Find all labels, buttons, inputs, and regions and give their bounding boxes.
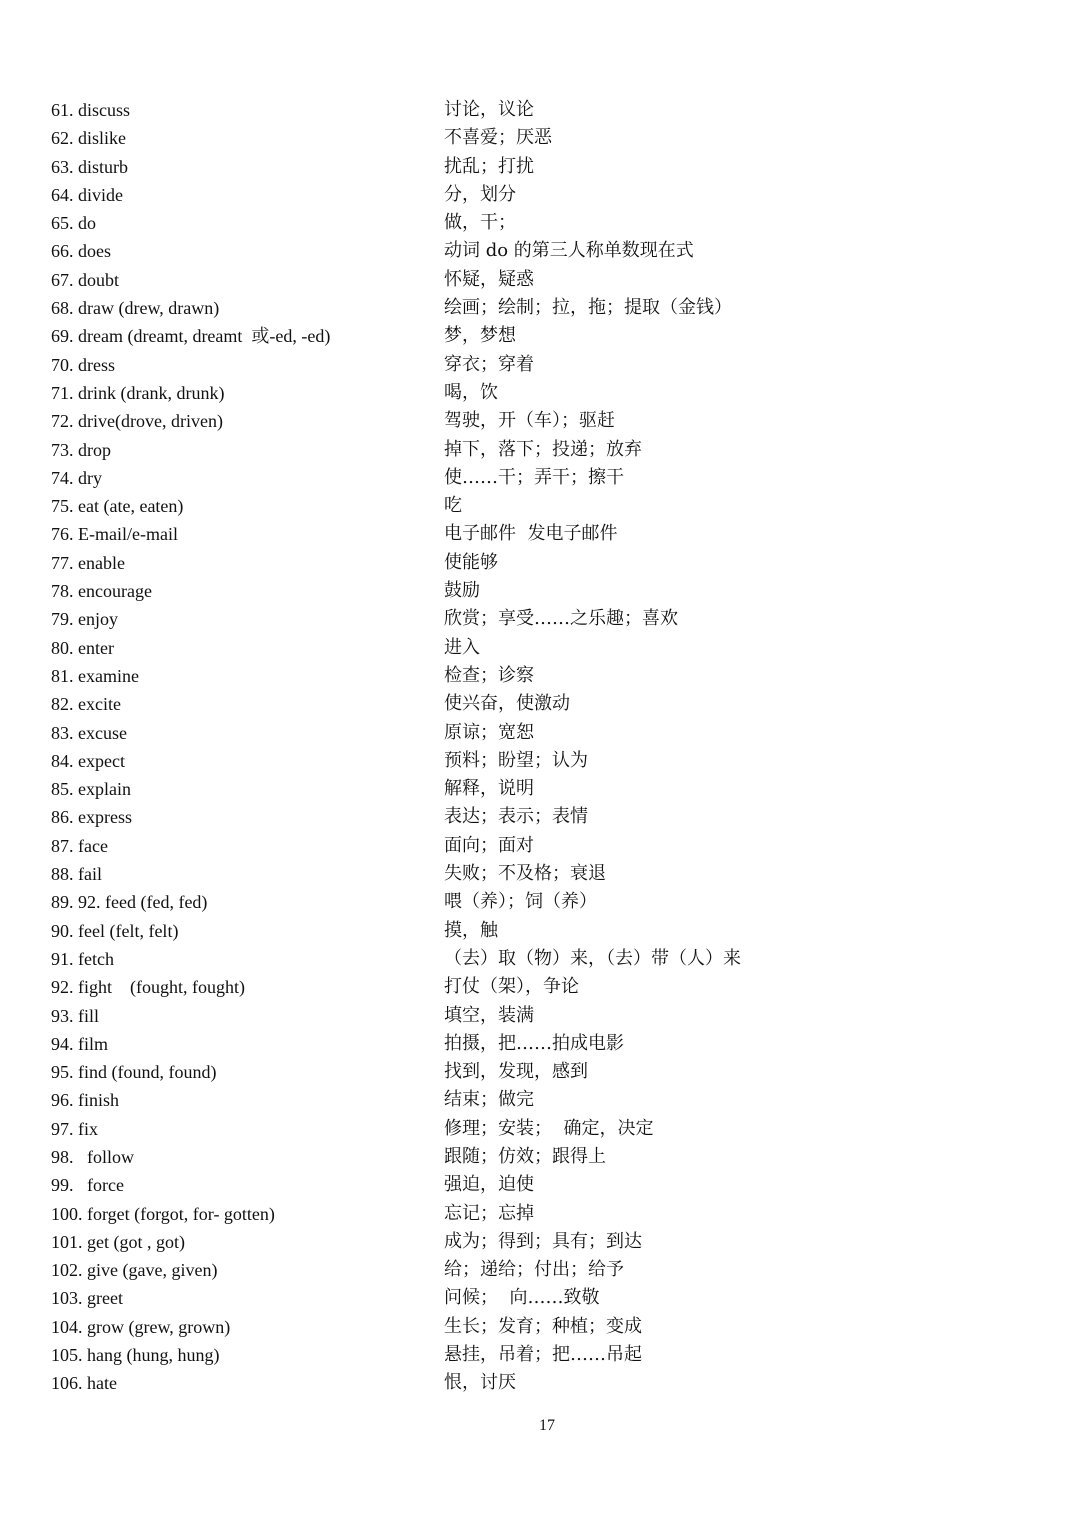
vocab-meaning: 不喜爱；厌恶 bbox=[444, 127, 552, 149]
vocab-entry bbox=[51, 1030, 1051, 1058]
vocab-entry bbox=[51, 436, 1051, 464]
vocab-meaning: 找到，发现，感到 bbox=[444, 1061, 588, 1083]
vocab-entry bbox=[51, 153, 1051, 181]
vocab-entry bbox=[51, 209, 1051, 237]
vocab-meaning: 成为；得到；具有；到达 bbox=[444, 1230, 642, 1252]
vocab-entry bbox=[51, 464, 1051, 492]
vocab-entry bbox=[51, 1115, 1051, 1143]
vocab-word: 65. do bbox=[51, 213, 96, 234]
vocab-meaning: 穿衣；穿着 bbox=[444, 353, 534, 375]
vocab-entry bbox=[51, 520, 1051, 548]
vocab-word: 105. hang (hung, hung) bbox=[51, 1345, 220, 1366]
vocab-meaning: 给；递给；付出；给予 bbox=[444, 1259, 624, 1281]
vocab-meaning: 绘画；绘制；拉，拖；提取（金钱） bbox=[444, 297, 732, 319]
vocab-entry bbox=[51, 237, 1051, 265]
vocab-meaning: 原谅；宽恕 bbox=[444, 721, 534, 743]
vocab-meaning: 结束；做完 bbox=[444, 1089, 534, 1111]
vocab-meaning: 分，划分 bbox=[444, 183, 516, 205]
vocab-meaning: 修理；安装； 确定，决定 bbox=[444, 1117, 654, 1139]
vocab-word: 93. fill bbox=[51, 1005, 99, 1026]
vocab-entry bbox=[51, 1171, 1051, 1199]
vocab-meaning: 使兴奋，使激动 bbox=[444, 693, 570, 715]
vocab-entry bbox=[51, 634, 1051, 662]
vocab-word: 62. dislike bbox=[51, 128, 126, 149]
vocab-entry bbox=[51, 945, 1051, 973]
vocab-word: 89. 92. feed (fed, fed) bbox=[51, 892, 208, 913]
vocab-word: 66. does bbox=[51, 241, 111, 262]
vocab-meaning: 喝，饮 bbox=[444, 381, 498, 403]
vocab-word: 77. enable bbox=[51, 552, 125, 573]
vocab-entry bbox=[51, 888, 1051, 916]
vocab-entry bbox=[51, 832, 1051, 860]
vocab-entry bbox=[51, 1086, 1051, 1114]
vocab-word: 61. discuss bbox=[51, 100, 131, 120]
vocab-word: 73. drop bbox=[51, 439, 111, 460]
vocab-word: 94. film bbox=[51, 1033, 108, 1054]
vocab-meaning: 打仗（架），争论 bbox=[444, 976, 579, 998]
vocab-entry bbox=[51, 1369, 1051, 1397]
vocab-word: 78. encourage bbox=[51, 581, 152, 602]
vocab-entry bbox=[51, 322, 1051, 350]
vocab-entry bbox=[51, 803, 1051, 831]
vocab-word: 72. drive(drove, driven) bbox=[51, 411, 223, 432]
vocab-meaning: 使……干；弄干；擦干 bbox=[444, 466, 624, 488]
vocab-entry bbox=[51, 1313, 1051, 1341]
vocab-entry bbox=[51, 294, 1051, 322]
vocab-meaning: 恨，讨厌 bbox=[444, 1372, 516, 1394]
vocab-entry bbox=[51, 605, 1051, 633]
vocab-meaning: （去）取（物）来，（去）带（人）来 bbox=[444, 947, 741, 969]
vocab-entry bbox=[51, 775, 1051, 803]
vocab-meaning: 讨论，议论 bbox=[444, 99, 534, 120]
vocab-word: 63. disturb bbox=[51, 156, 129, 177]
vocab-meaning: 吃 bbox=[444, 495, 462, 517]
vocab-meaning: 面向；面对 bbox=[444, 834, 534, 856]
vocab-entry bbox=[51, 860, 1051, 888]
vocab-word: 92. fight (fought, fought) bbox=[51, 977, 245, 998]
vocab-meaning: 失败；不及格；衰退 bbox=[444, 863, 606, 885]
vocab-word: 88. fail bbox=[51, 864, 102, 885]
vocab-word: 101. get (got , got) bbox=[51, 1231, 185, 1252]
vocab-entry bbox=[51, 1002, 1051, 1030]
vocab-meaning: 鼓励 bbox=[444, 580, 480, 602]
vocab-meaning: 预料；盼望；认为 bbox=[444, 749, 588, 771]
vocab-word: 96. finish bbox=[51, 1090, 120, 1111]
vocab-meaning: 梦，梦想 bbox=[444, 325, 516, 347]
vocab-meaning: 做，干； bbox=[444, 212, 516, 234]
vocab-word: 64. divide bbox=[51, 184, 123, 205]
vocab-word: 81. examine bbox=[51, 665, 139, 686]
vocab-meaning: 强迫，迫使 bbox=[444, 1174, 534, 1196]
vocab-entry bbox=[51, 1143, 1051, 1171]
page-number: 17 bbox=[539, 1417, 555, 1434]
vocab-word: 82. excite bbox=[51, 694, 121, 715]
vocab-word: 102. give (gave, given) bbox=[51, 1260, 218, 1281]
vocab-entry bbox=[51, 549, 1051, 577]
vocab-meaning: 检查；诊察 bbox=[444, 664, 534, 686]
vocab-entry bbox=[51, 719, 1051, 747]
vocab-word: 69. dream (dreamt, dreamt 或-ed, -ed) bbox=[51, 326, 331, 347]
vocab-word: 95. find (found, found) bbox=[51, 1062, 217, 1083]
vocab-word: 68. draw (drew, drawn) bbox=[51, 298, 220, 319]
vocab-entry bbox=[51, 351, 1051, 379]
vocab-meaning: 掉下，落下；投递；放弃 bbox=[444, 438, 642, 460]
vocab-meaning: 使能够 bbox=[444, 551, 498, 573]
vocab-word: 79. enjoy bbox=[51, 609, 118, 630]
vocab-entry bbox=[51, 266, 1051, 294]
vocab-entry bbox=[51, 181, 1051, 209]
vocab-entry bbox=[51, 492, 1051, 520]
vocab-meaning: 扰乱；打扰 bbox=[444, 155, 534, 177]
vocab-word: 70. dress bbox=[51, 354, 115, 375]
vocab-word: 91. fetch bbox=[51, 948, 114, 969]
vocab-word: 87. face bbox=[51, 835, 108, 856]
vocab-entry bbox=[51, 124, 1051, 152]
vocab-word: 76. E-mail/e-mail bbox=[51, 524, 178, 545]
vocab-word: 74. dry bbox=[51, 467, 102, 488]
vocab-entry bbox=[51, 577, 1051, 605]
vocab-entry bbox=[51, 1200, 1051, 1228]
vocab-entry bbox=[51, 973, 1051, 1001]
vocab-word: 104. grow (grew, grown) bbox=[51, 1316, 231, 1337]
vocab-word: 90. feel (felt, felt) bbox=[51, 920, 179, 941]
vocab-entry bbox=[51, 1284, 1051, 1312]
vocab-word: 99. force bbox=[51, 1175, 124, 1196]
vocab-entry bbox=[51, 1256, 1051, 1284]
vocab-word: 75. eat (ate, eaten) bbox=[51, 496, 184, 517]
vocab-word: 103. greet bbox=[51, 1288, 123, 1309]
vocab-word: 85. explain bbox=[51, 779, 131, 800]
vocab-meaning: 欣赏；享受……之乐趣；喜欢 bbox=[444, 608, 678, 630]
vocab-word: 106. hate bbox=[51, 1373, 117, 1394]
vocab-word: 83. excuse bbox=[51, 722, 127, 743]
vocab-entry bbox=[51, 917, 1051, 945]
vocab-meaning: 摸，触 bbox=[444, 919, 498, 941]
vocab-word: 98. follow bbox=[51, 1146, 134, 1167]
vocab-meaning: 动词 do 的第三人称单数现在式 bbox=[444, 240, 694, 262]
vocab-meaning: 进入 bbox=[444, 636, 480, 658]
vocabulary-list bbox=[51, 96, 1051, 1398]
vocab-meaning: 拍摄，把……拍成电影 bbox=[444, 1032, 624, 1054]
vocab-meaning: 解释，说明 bbox=[444, 778, 534, 800]
vocab-entry bbox=[51, 747, 1051, 775]
vocab-entry bbox=[51, 1228, 1051, 1256]
vocab-meaning: 电子邮件 发电子邮件 bbox=[444, 523, 618, 545]
vocab-meaning: 表达；表示；表情 bbox=[444, 806, 588, 828]
vocab-word: 84. expect bbox=[51, 750, 125, 771]
vocab-entry bbox=[51, 379, 1051, 407]
vocab-word: 86. express bbox=[51, 807, 132, 828]
vocab-entry bbox=[51, 96, 1051, 124]
vocab-word: 67. doubt bbox=[51, 269, 120, 290]
vocab-meaning: 问候； 向……致敬 bbox=[444, 1287, 600, 1309]
vocab-word: 80. enter bbox=[51, 637, 114, 658]
vocab-entry bbox=[51, 1341, 1051, 1369]
vocab-meaning: 填空，装满 bbox=[444, 1004, 534, 1026]
vocab-word: 71. drink (drank, drunk) bbox=[51, 382, 225, 403]
vocab-entry bbox=[51, 407, 1051, 435]
vocab-meaning: 驾驶，开（车）；驱赶 bbox=[444, 410, 615, 432]
vocab-entry bbox=[51, 690, 1051, 718]
vocab-meaning: 喂（养）；饲（养） bbox=[444, 891, 597, 913]
vocab-meaning: 怀疑，疑惑 bbox=[444, 268, 534, 290]
vocab-meaning: 跟随；仿效；跟得上 bbox=[444, 1145, 606, 1167]
vocab-meaning: 悬挂，吊着；把……吊起 bbox=[444, 1344, 642, 1366]
vocab-word: 97. fix bbox=[51, 1118, 98, 1139]
vocab-meaning: 忘记；忘掉 bbox=[444, 1202, 534, 1224]
vocab-meaning: 生长；发育；种植；变成 bbox=[444, 1315, 642, 1337]
vocab-entry bbox=[51, 1058, 1051, 1086]
vocab-entry bbox=[51, 662, 1051, 690]
vocab-word: 100. forget (forgot, for- gotten) bbox=[51, 1203, 275, 1224]
